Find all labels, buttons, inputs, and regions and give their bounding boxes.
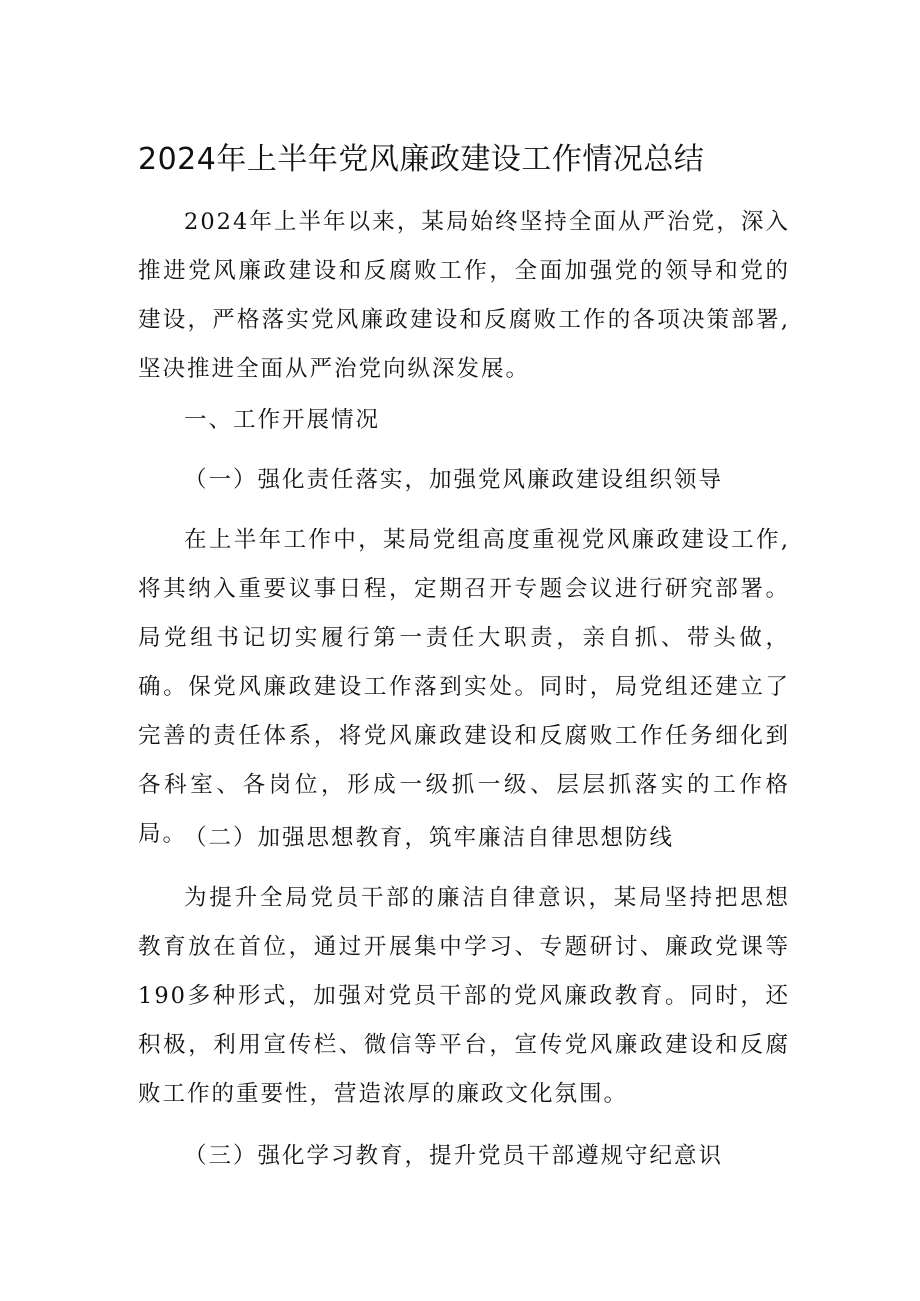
subsection-body-1: 在上半年工作中，某局党组高度重视党风廉政建设工作,将其纳入重要议事日程，定期召开专题会议进行研究部署。局党组书记切实履行第一责任大职责，亲自抓、带头做，确。保党风廉政建设工作落到实处。同时，局党组还建立了完善的责任体系，将党风廉政建设和反腐败工作任务细化到各科室、各岗位，形成一级抓一级、层层抓落实的工作格局。 — [138, 527, 790, 847]
subsection-body-2: 为提升全局党员干部的廉洁自律意识，某局坚持把思想教育放在首位，通过开展集中学习、专题研讨、廉政党课等190多种形式，加强对党员干部的党风廉政教育。同时，还积极，利用宣传栏、微信等平台，宣传党风廉政建设和反腐败工作的重要性，营造浓厚的廉政文化氛围。 — [138, 885, 790, 1107]
subsection-heading-1: （一）强化责任落实，加强党风廉政建设组织领导 — [184, 467, 724, 493]
subsection-heading-3: （三）强化学习教育，提升党员干部遵规守纪意识 — [184, 1143, 724, 1169]
section-heading-1: 一、工作开展情况 — [184, 407, 381, 433]
document-title: 2024年上半年党风廉政建设工作情况总结 — [138, 142, 705, 177]
subsection-heading-2: （二）加强思想教育，筑牢廉洁自律思想防线 — [184, 825, 675, 851]
intro-paragraph: 2024年上半年以来，某局始终坚持全面从严治党，深入推进党风廉政建设和反腐败工作，全面加强党的领导和党的建设，严格落实党风廉政建设和反腐败工作的各项决策部署,坚决推进全面从严治党向纵深发展。 — [138, 209, 790, 382]
